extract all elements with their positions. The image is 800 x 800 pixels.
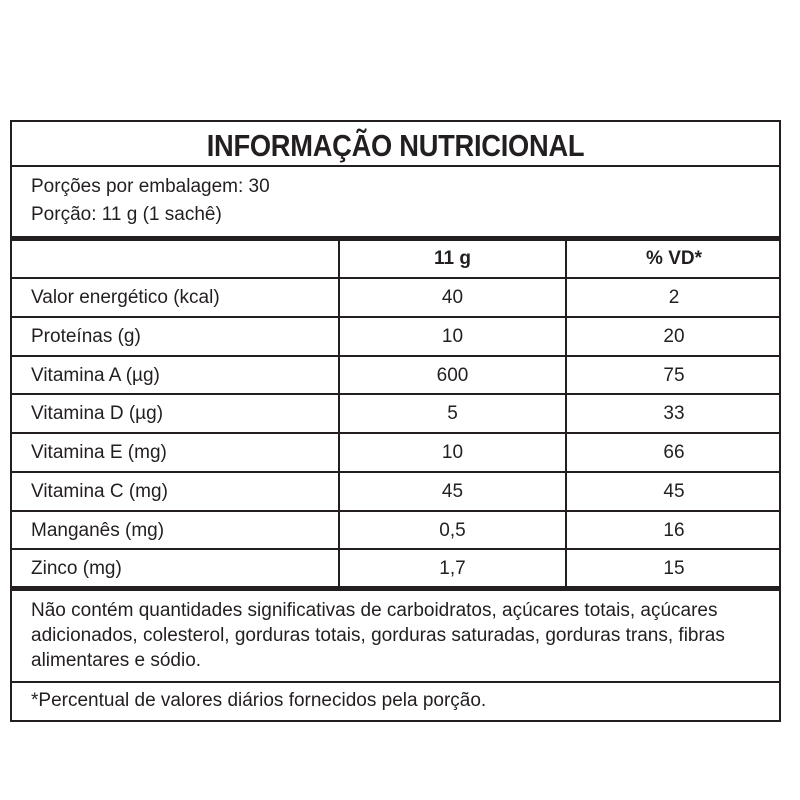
column-header-dv: % VD*	[646, 248, 702, 269]
nutrient-amount: 10	[441, 442, 464, 463]
nutrient-name: Vitamina E (mg)	[31, 442, 167, 463]
nutrient-dv: 16	[663, 520, 685, 541]
table-row	[12, 318, 779, 356]
table-row	[12, 279, 779, 317]
nutrient-dv: 20	[663, 326, 685, 347]
nutrition-facts-label	[10, 120, 781, 722]
nutrient-dv: 66	[663, 442, 685, 463]
nutrient-dv: 45	[663, 481, 685, 502]
nutrient-amount: 40	[441, 287, 464, 308]
nutrient-amount: 1,7	[439, 558, 466, 579]
nutrient-name: Vitamina A (µg)	[31, 365, 160, 386]
table-header-row	[12, 240, 779, 278]
servings-per-package: Porções por embalagem: 30	[31, 176, 270, 197]
table-row	[12, 434, 779, 472]
nutrient-dv: 75	[663, 365, 685, 386]
footnote-divider	[12, 681, 779, 683]
column-header-amount: 11 g	[434, 248, 471, 269]
nutrient-name: Zinco (mg)	[31, 558, 122, 579]
serving-size: Porção: 11 g (1 sachê)	[31, 204, 222, 225]
table-row	[12, 550, 779, 588]
nutrient-amount: 10	[441, 326, 464, 347]
nutrient-dv: 2	[668, 287, 680, 308]
nutrient-amount: 5	[447, 403, 458, 424]
daily-value-footnote: *Percentual de valores diários fornecidos pela porção.	[31, 690, 487, 711]
nutrient-name: Vitamina C (mg)	[31, 481, 168, 502]
nutrient-amount: 45	[441, 481, 464, 502]
nutrient-name: Manganês (mg)	[31, 520, 165, 541]
table-row	[12, 357, 779, 395]
table-row	[12, 395, 779, 433]
table-row	[12, 473, 779, 511]
insignificant-amounts-note: Não contém quantidades significativas de carboidratos, açúcares totais, açúcares adicionados, colesterol, gorduras totais, gorduras saturadas, gorduras trans, fibras alimentares e sódio.	[31, 600, 725, 671]
nutrient-name: Proteínas (g)	[31, 326, 141, 347]
nutrient-dv: 33	[663, 403, 685, 424]
table-bottom-divider	[12, 586, 779, 591]
table-row	[12, 512, 779, 550]
label-title: INFORMAÇÃO NUTRICIONAL	[206, 128, 585, 163]
title-divider	[12, 165, 779, 167]
nutrient-amount: 600	[436, 365, 469, 386]
nutrient-amount: 0,5	[439, 520, 466, 541]
nutrient-dv: 15	[663, 558, 685, 579]
nutrient-name: Valor energético (kcal)	[31, 287, 220, 308]
nutrient-name: Vitamina D (µg)	[31, 403, 164, 424]
